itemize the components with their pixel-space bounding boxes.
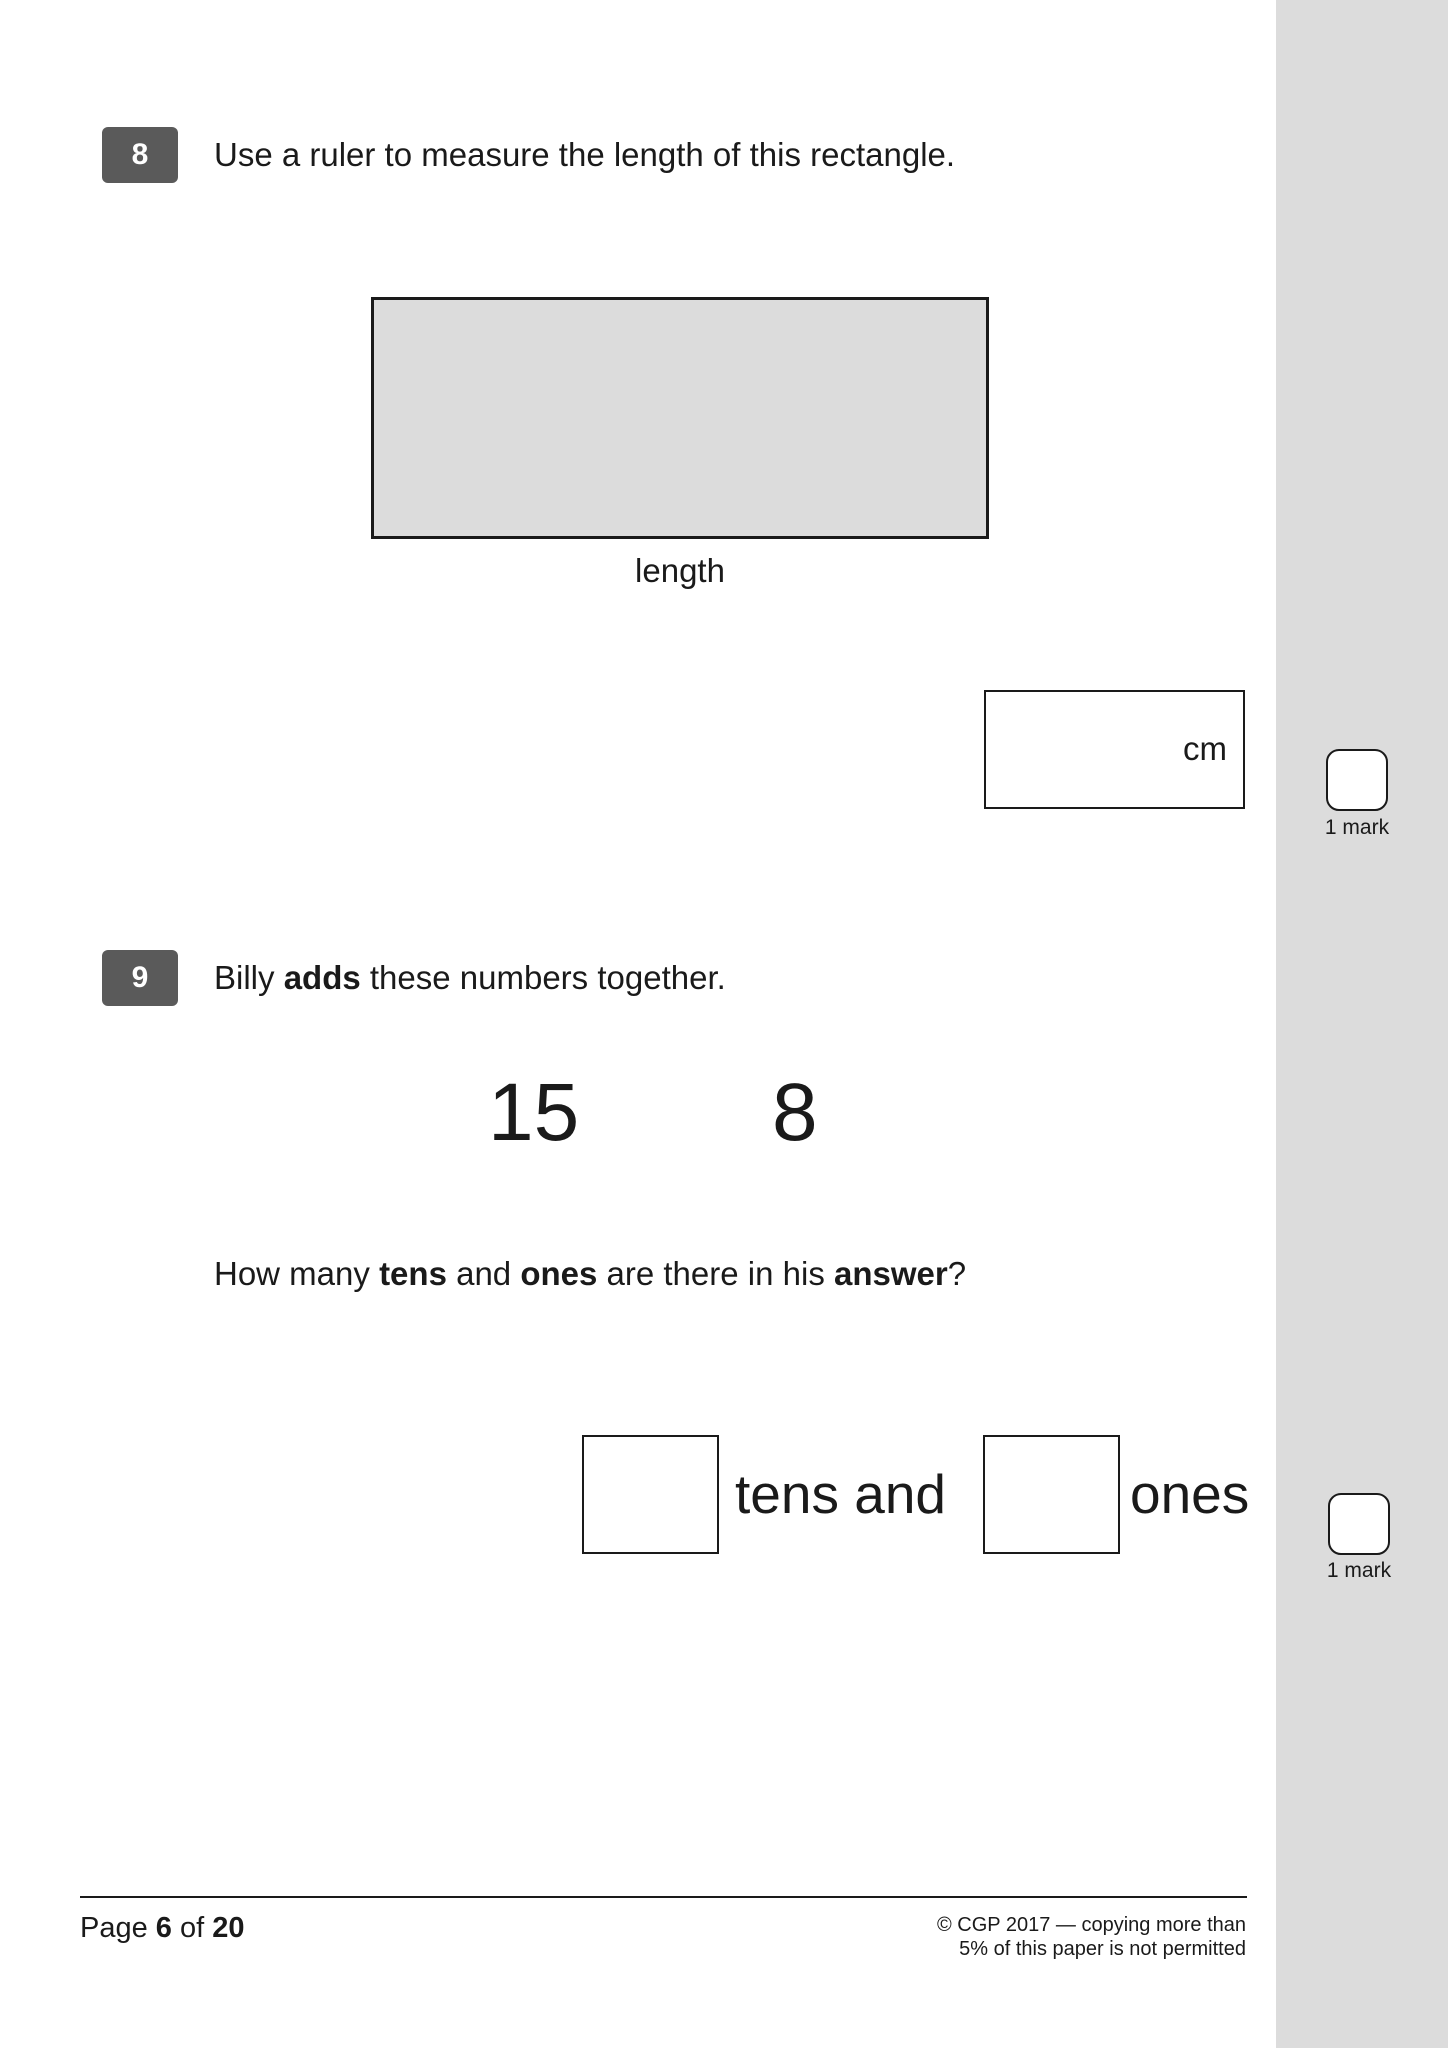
- question-number-8: 8: [102, 127, 178, 183]
- tens-and-label: tens and: [735, 1463, 947, 1525]
- prompt-text: these numbers together.: [360, 959, 726, 996]
- number-15: 15: [488, 1067, 580, 1158]
- q8-mark-box[interactable]: [1326, 749, 1388, 811]
- copyright-line-2: 5% of this paper is not permitted: [959, 1938, 1246, 1960]
- q9-mark-label: 1 mark: [1326, 1559, 1392, 1582]
- subprompt-text: ?: [947, 1255, 967, 1292]
- copyright-line-1: © CGP 2017 — copying more than: [937, 1914, 1246, 1936]
- q8-mark-label: 1 mark: [1324, 816, 1390, 839]
- marking-margin: [1276, 0, 1448, 2048]
- page-indicator: [80, 1912, 245, 1945]
- number-8: 8: [772, 1067, 818, 1158]
- question-9-subprompt: [214, 1254, 966, 1294]
- question-number-9: 9: [102, 950, 178, 1006]
- q9-mark-box[interactable]: [1328, 1493, 1390, 1555]
- subprompt-text: and: [446, 1255, 521, 1292]
- page-total: 20: [212, 1912, 245, 1944]
- rectangle-figure: [371, 297, 989, 539]
- subprompt-bold-answer: answer: [833, 1255, 948, 1292]
- page-text: Page: [80, 1912, 156, 1944]
- tens-answer-box[interactable]: [582, 1435, 719, 1554]
- page-current: 6: [155, 1912, 172, 1944]
- ones-answer-box[interactable]: [983, 1435, 1120, 1554]
- footer-divider: [80, 1896, 1247, 1898]
- prompt-text: Billy: [214, 959, 284, 996]
- question-9-prompt: [214, 958, 726, 998]
- subprompt-bold-ones: ones: [520, 1255, 598, 1292]
- question-8-prompt: Use a ruler to measure the length of this rectangle.: [214, 136, 956, 173]
- subprompt-text: are there in his: [597, 1255, 834, 1292]
- page-text: of: [171, 1912, 213, 1944]
- rectangle-length-label: length: [635, 552, 725, 589]
- subprompt-text: How many: [214, 1255, 380, 1292]
- copyright-notice: [937, 1913, 1246, 1961]
- prompt-bold-adds: adds: [283, 959, 361, 996]
- subprompt-bold-tens: tens: [379, 1255, 447, 1292]
- ones-label: ones: [1130, 1463, 1250, 1525]
- length-answer-box[interactable]: [984, 690, 1245, 809]
- answer-unit-cm: cm: [1183, 730, 1227, 767]
